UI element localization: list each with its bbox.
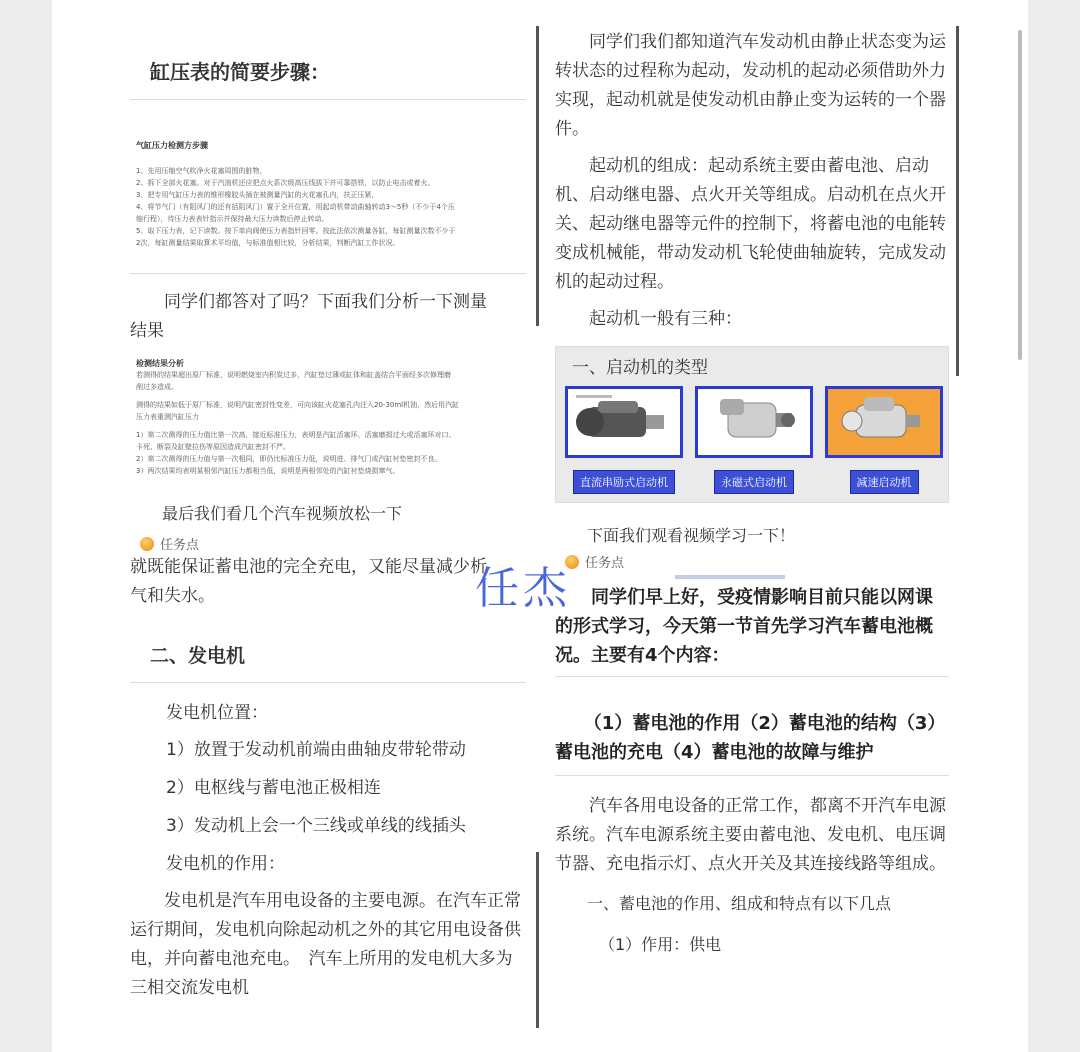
analysis-line: 若测得的结果超出原厂标准，说明燃烧室内积炭过多，汽缸垫过薄或缸体和缸盖结合平面经多次修理磨 <box>136 371 451 379</box>
lesson-intro-paragraph: 同学们早上好，受疫情影响目前只能以网课的形式学习，今天第一节首先学习汽车蓄电池概况。主要有4个内容： <box>555 587 933 666</box>
step-line: 1、先用压缩空气吹净火花塞周围的脏物， <box>136 167 267 175</box>
analysis-line: 测得的结果如低于原厂标准，说明汽缸密封性变差，可向该缸火花塞孔内注入20-30ml机油，然后用汽缸 <box>136 401 460 409</box>
starter-kinds-line: 起动机一般有三种： <box>589 309 742 329</box>
analysis-line: 削过多造成。 <box>136 383 178 391</box>
analysis-line: 2）第二次测得的压力值与第一次相同，即仍比标准压力低，说明进、排气门或汽缸衬垫密封不良。 <box>136 455 442 463</box>
analysis-line: 卡死、断裂及缸壁拉伤等原因造成汽缸密封不严。 <box>136 443 290 451</box>
generator-item: 1）放置于发动机前端由曲轴皮带轮带动 <box>166 740 466 760</box>
answer-paragraph: 同学们都答对了吗？下面我们分析一下测量 <box>164 292 487 312</box>
starter-label: 永磁式启动机 <box>714 470 794 494</box>
starter-type <box>566 386 682 494</box>
task-point-badge[interactable] <box>565 552 949 571</box>
starter-type <box>826 386 942 494</box>
starter-composition-paragraph: 起动机的组成：起动系统主要由蓄电池、启动机、启动继电器、点火开关等组成。启动机在点火开关、起动继电器等元件的控制下，将蓄电池的电能转变成机械能，带动发动机飞轮使曲轴旋转，完成发动机的起动过程。 <box>555 156 946 292</box>
step-line: 2次，每缸测量结果取算术平均值，与标准值相比较，分析结果，判断汽缸工作状况。 <box>136 239 400 247</box>
generator-position: 发电机位置： <box>166 703 268 723</box>
right-column <box>555 20 949 1030</box>
steps-title: 气缸压力检测方步骤 <box>136 141 208 150</box>
starter-image <box>565 386 683 458</box>
step-line: 5、取下压力表，记下读数。按下单向阀使压力表指针回零。按此法依次测量各缸，每缸测量次数不少于 <box>136 227 456 235</box>
starter-types-title: 一、启动机的类型 <box>572 358 708 378</box>
battery-section-heading: 一、蓄电池的作用、组成和特点有以下几点 <box>587 894 892 913</box>
starter-type <box>696 386 812 494</box>
starter-intro-paragraph: 同学们我们都知道汽车发动机由静止状态变为运转状态的过程称为起动，发动机的起动必须借助外力实现，起动机就是使发动机由静止变为运转的一个器件。 <box>555 32 946 139</box>
analysis-image <box>130 346 526 477</box>
answer-paragraph-end: 结果 <box>130 321 164 341</box>
task-point-icon <box>140 537 154 551</box>
generator-item: 2）电枢线与蓄电池正极相连 <box>166 778 381 798</box>
step-line: 缩行程），待压力表表针指示并保持最大压力读数后停止转动。 <box>136 215 329 223</box>
power-system-paragraph: 汽车各用电设备的正常工作，都离不开汽车电源系统。汽车电源系统主要由蓄电池、发电机、电压调节器、充电指示灯、点火开关及其连接线路等组成。 <box>555 796 946 874</box>
step-line: 3、把专用气缸压力表的锥形橡胶头插在被测量汽缸的火花塞孔内，扶正压紧， <box>136 191 379 199</box>
generator-function: 发电机的作用： <box>166 854 285 874</box>
generator-paragraph: 发电机是汽车用电设备的主要电源。在汽车正常运行期间，发电机向除起动机之外的其它用电设备供电，并向蓄电池充电。 汽车上所用的发电机大多为三相交流发电机 <box>130 891 521 998</box>
left-column-bar <box>536 26 539 326</box>
video-strip[interactable] <box>555 571 949 583</box>
analysis-line: 3）两次结果均表明某相邻汽缸压力都相当低，说明是两相邻处的汽缸衬垫烧损窜气。 <box>136 467 400 475</box>
generator-section-title: 二、发电机 <box>150 645 246 667</box>
task-point-label: 任务点 <box>160 538 200 553</box>
analysis-line: 1）第二次测得的压力值比第一次高，接近标准压力，表明是汽缸活塞环、活塞磨损过大或活塞环对口、 <box>136 431 456 439</box>
left-column-bar <box>536 852 539 1028</box>
generator-item: 3）发动机上会一个三线或单线的线插头 <box>166 816 466 836</box>
analysis-line: 压力表重测汽缸压力 <box>136 413 199 421</box>
watch-video-line: 下面我们观看视频学习一下！ <box>587 526 796 545</box>
right-column-bar <box>956 26 959 376</box>
watermark: 任杰 <box>475 563 571 614</box>
starter-label: 直流串励式启动机 <box>573 470 675 494</box>
video-relax-line: 最后我们看几个汽车视频放松一下 <box>162 504 403 523</box>
cylinder-gauge-heading: 缸压表的简要步骤： <box>150 60 330 84</box>
starter-types-card <box>555 346 949 503</box>
lesson-contents: （1）蓄电池的作用（2）蓄电池的结构（3）蓄电池的充电（4）蓄电池的故障与维护 <box>555 713 946 763</box>
left-column <box>130 0 526 1030</box>
document-page <box>52 0 1028 1052</box>
starter-label: 减速启动机 <box>850 470 919 494</box>
battery-charge-line-end: 气和失水。 <box>130 586 215 606</box>
steps-image <box>130 100 526 249</box>
scrollbar[interactable] <box>1018 30 1022 360</box>
analysis-title: 检测结果分析 <box>136 359 184 368</box>
step-line: 2、拆下全部火花塞。对于汽油机还应把点火系次级高压线拔下并可靠搭铁，以防止电击或着火。 <box>136 179 435 187</box>
task-point-label: 任务点 <box>585 556 625 571</box>
starter-image <box>825 386 943 458</box>
step-line: 4、将节气门（有阻风门的还有括阻风门）置于全开位置，用起动机带动曲轴转动3～5秒（不少于4个压 <box>136 203 455 211</box>
starter-image <box>695 386 813 458</box>
task-point-badge[interactable] <box>140 534 526 553</box>
battery-function-item: （1）作用：供电 <box>599 935 722 954</box>
battery-charge-line: 就既能保证蓄电池的完全充电，又能尽量减少析 <box>130 557 487 577</box>
